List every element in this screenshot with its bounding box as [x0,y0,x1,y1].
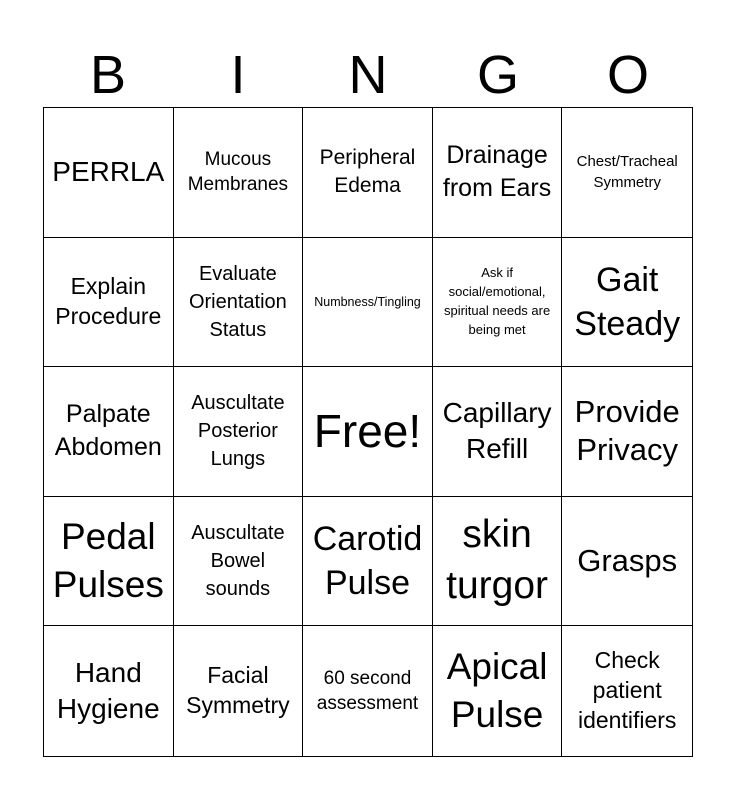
bingo-cell[interactable] [562,238,692,368]
cell-label: 60 second assessment [316,667,419,715]
bingo-cell[interactable] [562,626,692,756]
bingo-cell[interactable] [174,497,304,627]
bingo-cell[interactable] [44,626,174,756]
bingo-cell[interactable] [433,238,563,368]
bingo-cell[interactable] [174,367,304,497]
cell-label: Drainage from Ears [442,140,552,203]
bingo-cell[interactable] [44,497,174,627]
bingo-cell[interactable] [303,626,433,756]
cell-label: Numbness/Tingling [314,294,421,309]
header-letter-g: G [476,45,519,105]
bingo-cell[interactable] [433,108,563,238]
bingo-cell[interactable] [433,367,563,497]
cell-label: Palpate Abdomen [54,399,162,462]
bingo-cell[interactable] [44,367,174,497]
cell-label: Facial Symmetry [186,662,290,719]
bingo-cell[interactable] [174,108,304,238]
cell-label: Pedal Pulses [52,516,164,606]
header-letter-o: O [606,45,649,105]
cell-label: skin turgor [446,513,549,608]
bingo-cell[interactable] [303,238,433,368]
cell-label: Gait Steady [574,260,681,343]
bingo-cell[interactable] [433,626,563,756]
bingo-cell[interactable] [303,108,433,238]
cell-label: Evaluate Orientation Status [188,262,287,341]
bingo-cell[interactable] [303,497,433,627]
bingo-cell[interactable] [174,238,304,368]
cell-label: Explain Procedure [55,273,162,329]
cell-label: Hand Hygiene [56,656,160,725]
cell-label: Mucous Membranes [187,148,289,196]
bingo-header [43,42,693,108]
header-letter-i: I [230,45,246,105]
bingo-cell[interactable] [562,367,692,497]
bingo-cell[interactable] [174,626,304,756]
bingo-cell free-space[interactable] [303,367,433,497]
cell-label: Auscultate Bowel sounds [191,522,285,601]
bingo-cell[interactable] [562,108,692,238]
bingo-grid [43,107,693,757]
cell-label: PERRLA [52,156,165,188]
cell-label: Provide Privacy [574,393,680,468]
cell-label: Auscultate Posterior Lungs [191,392,285,471]
cell-label: Capillary Refill [442,397,552,465]
header-letter-b: B [89,45,127,105]
cell-label: Apical Pulse [446,646,548,736]
bingo-cell[interactable] [433,497,563,627]
cell-label: Chest/Tracheal Symmetry [576,153,678,192]
free-space-label: Free! [313,405,422,458]
cell-label: Grasps [577,542,678,578]
cell-label: Ask if social/emotional, spiritual needs are being met [443,265,551,337]
bingo-cell[interactable] [44,108,174,238]
cell-label: Carotid Pulse [312,519,423,603]
cell-label: Peripheral Edema [319,145,416,198]
bingo-cell[interactable] [44,238,174,368]
cell-label: Check patient identifiers [577,647,677,734]
header-letter-n: N [348,45,388,105]
bingo-cell[interactable] [562,497,692,627]
